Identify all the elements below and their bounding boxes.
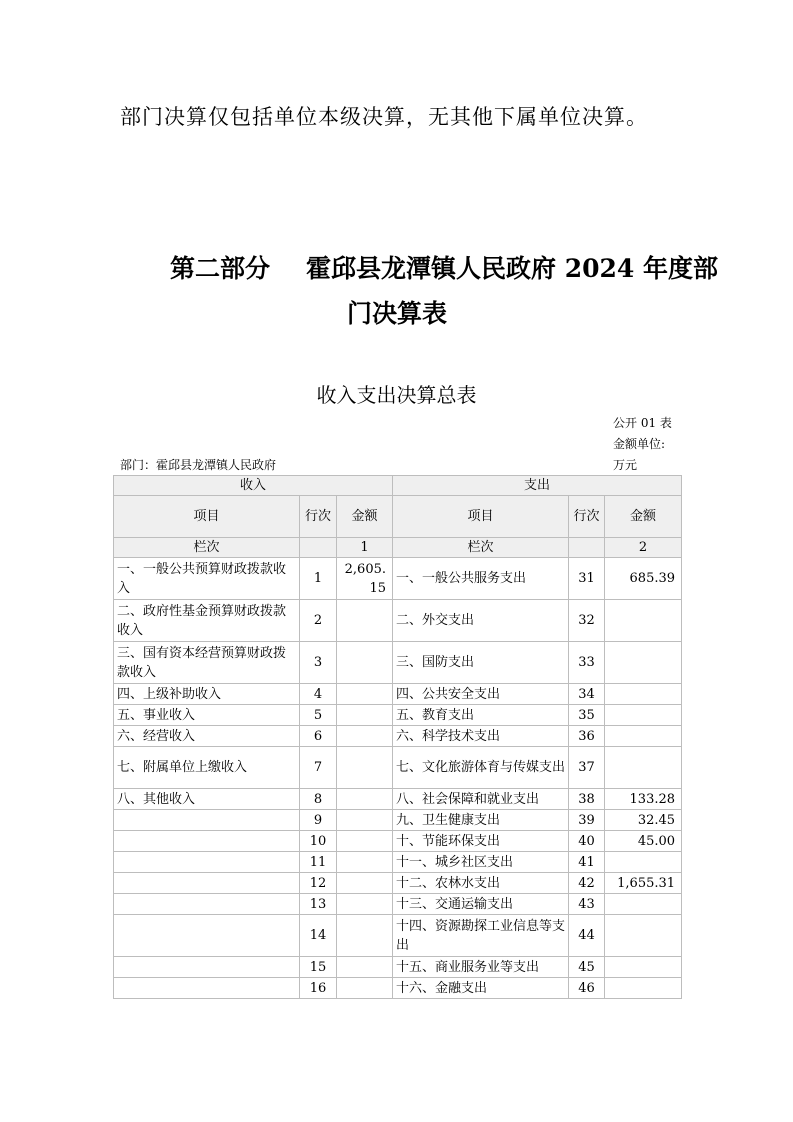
form-number: 公开 01 表 — [613, 416, 672, 430]
expense-rowno-cell: 35 — [569, 705, 605, 726]
income-amount-cell — [337, 726, 393, 747]
income-rowno-cell: 13 — [300, 894, 337, 915]
income-item-cell — [114, 978, 300, 999]
expense-rowno-cell: 41 — [569, 852, 605, 873]
part-label: 第二部分 — [170, 254, 271, 283]
income-rowno-cell: 1 — [300, 558, 337, 600]
intro-paragraph: 部门决算仅包括单位本级决算，无其他下属单位决算。 — [120, 105, 648, 129]
income-item-cell — [114, 915, 300, 957]
expense-amount-cell — [605, 978, 682, 999]
expense-item-cell: 十六、金融支出 — [393, 978, 569, 999]
department-label: 部门：霍邱县龙潭镇人民政府 — [120, 458, 277, 472]
expense-amount-cell — [605, 600, 682, 642]
table-row — [114, 894, 682, 915]
table-row — [114, 684, 682, 705]
income-item-cell — [114, 873, 300, 894]
expense-item-cell: 十三、交通运输支出 — [393, 894, 569, 915]
expense-amount-cell — [605, 684, 682, 705]
expense-rowno-cell: 44 — [569, 915, 605, 957]
income-rowno-cell: 7 — [300, 747, 337, 789]
expense-rowno-cell: 32 — [569, 600, 605, 642]
income-item-cell: 三、国有资本经营预算财政拨款收入 — [114, 642, 300, 684]
expense-rowno-cell: 42 — [569, 873, 605, 894]
income-amount-cell — [337, 831, 393, 852]
table-title: 收入支出决算总表 — [316, 383, 477, 407]
unit-value: 万元 — [613, 458, 638, 472]
income-amount-cell — [337, 642, 393, 684]
expense-item-cell: 四、公共安全支出 — [393, 684, 569, 705]
expense-amount-cell: 45.00 — [605, 831, 682, 852]
income-amount-cell — [337, 747, 393, 789]
expense-header: 支出 — [393, 476, 682, 496]
expense-item-cell: 十二、农林水支出 — [393, 873, 569, 894]
income-lanci-blank — [300, 538, 337, 558]
income-rowno-cell: 6 — [300, 726, 337, 747]
income-amount-cell — [337, 684, 393, 705]
expense-amount-cell — [605, 852, 682, 873]
table-row — [114, 957, 682, 978]
expense-item-cell: 三、国防支出 — [393, 642, 569, 684]
income-col-number: 1 — [337, 538, 393, 558]
expense-rowno-cell: 40 — [569, 831, 605, 852]
income-amount-cell — [337, 600, 393, 642]
table-row — [114, 558, 682, 600]
header-row-columns — [114, 496, 682, 538]
expense-rowno-cell: 34 — [569, 684, 605, 705]
expense-rowno-cell: 43 — [569, 894, 605, 915]
expense-amount-header: 金额 — [605, 496, 682, 538]
income-item-cell: 二、政府性基金预算财政拨款收入 — [114, 600, 300, 642]
header-row-sections — [114, 476, 682, 496]
expense-lanci-blank — [569, 538, 605, 558]
income-amount-cell — [337, 852, 393, 873]
income-amount-header: 金额 — [337, 496, 393, 538]
income-rowno-cell: 5 — [300, 705, 337, 726]
income-item-cell: 四、上级补助收入 — [114, 684, 300, 705]
expense-lanci: 栏次 — [393, 538, 569, 558]
expense-amount-cell: 1,655.31 — [605, 873, 682, 894]
table-row — [114, 726, 682, 747]
expense-item-cell: 十四、资源勘探工业信息等支出 — [393, 915, 569, 957]
income-rowno-cell: 9 — [300, 810, 337, 831]
income-rowno-cell: 15 — [300, 957, 337, 978]
expense-rowno-cell: 37 — [569, 747, 605, 789]
expense-rowno-cell: 38 — [569, 789, 605, 810]
expense-amount-cell — [605, 747, 682, 789]
income-item-cell — [114, 831, 300, 852]
table-row — [114, 600, 682, 642]
income-lanci: 栏次 — [114, 538, 300, 558]
expense-col-number: 2 — [605, 538, 682, 558]
income-amount-cell — [337, 873, 393, 894]
table-row — [114, 789, 682, 810]
income-amount-cell — [337, 810, 393, 831]
income-item-cell: 六、经营收入 — [114, 726, 300, 747]
expense-item-header: 项目 — [393, 496, 569, 538]
table-row — [114, 705, 682, 726]
expense-item-cell: 十一、城乡社区支出 — [393, 852, 569, 873]
income-expense-table — [113, 475, 682, 999]
income-rowno-cell: 12 — [300, 873, 337, 894]
income-amount-cell: 2,605.15 — [337, 558, 393, 600]
expense-rowno-cell: 31 — [569, 558, 605, 600]
expense-item-cell: 一、一般公共服务支出 — [393, 558, 569, 600]
expense-rowno-cell: 33 — [569, 642, 605, 684]
part-title-line1: 霍邱县龙潭镇人民政府 2024 年度部 — [306, 254, 719, 283]
income-item-cell: 五、事业收入 — [114, 705, 300, 726]
income-item-cell — [114, 810, 300, 831]
income-rowno-cell: 14 — [300, 915, 337, 957]
income-amount-cell — [337, 957, 393, 978]
table-row — [114, 810, 682, 831]
income-item-header: 项目 — [114, 496, 300, 538]
income-amount-cell — [337, 915, 393, 957]
income-rowno-cell: 16 — [300, 978, 337, 999]
expense-amount-cell: 685.39 — [605, 558, 682, 600]
income-item-cell — [114, 852, 300, 873]
part-title-line2: 门决算表 — [347, 299, 448, 328]
income-item-cell: 一、一般公共预算财政拨款收入 — [114, 558, 300, 600]
expense-item-cell: 十五、商业服务业等支出 — [393, 957, 569, 978]
expense-rowno-cell: 46 — [569, 978, 605, 999]
expense-amount-cell: 32.45 — [605, 810, 682, 831]
expense-rowno-cell: 39 — [569, 810, 605, 831]
income-amount-cell — [337, 705, 393, 726]
table-row — [114, 642, 682, 684]
income-amount-cell — [337, 894, 393, 915]
unit-label: 金额单位: — [613, 437, 666, 451]
header-row-lanci — [114, 538, 682, 558]
income-rowno-header: 行次 — [300, 496, 337, 538]
table-row — [114, 915, 682, 957]
income-rowno-cell: 8 — [300, 789, 337, 810]
income-item-cell — [114, 957, 300, 978]
expense-amount-cell: 133.28 — [605, 789, 682, 810]
income-header: 收入 — [114, 476, 393, 496]
expense-item-cell: 六、科学技术支出 — [393, 726, 569, 747]
expense-amount-cell — [605, 957, 682, 978]
expense-amount-cell — [605, 915, 682, 957]
income-rowno-cell: 4 — [300, 684, 337, 705]
expense-item-cell: 二、外交支出 — [393, 600, 569, 642]
expense-item-cell: 七、文化旅游体育与传媒支出 — [393, 747, 569, 789]
expense-rowno-header: 行次 — [569, 496, 605, 538]
expense-item-cell: 五、教育支出 — [393, 705, 569, 726]
table-row — [114, 831, 682, 852]
expense-rowno-cell: 45 — [569, 957, 605, 978]
income-rowno-cell: 3 — [300, 642, 337, 684]
expense-amount-cell — [605, 894, 682, 915]
expense-item-cell: 十、节能环保支出 — [393, 831, 569, 852]
income-rowno-cell: 10 — [300, 831, 337, 852]
table-row — [114, 978, 682, 999]
income-rowno-cell: 2 — [300, 600, 337, 642]
table-row — [114, 873, 682, 894]
expense-rowno-cell: 36 — [569, 726, 605, 747]
expense-amount-cell — [605, 642, 682, 684]
expense-item-cell: 八、社会保障和就业支出 — [393, 789, 569, 810]
table-row — [114, 747, 682, 789]
income-rowno-cell: 11 — [300, 852, 337, 873]
income-amount-cell — [337, 978, 393, 999]
income-item-cell: 八、其他收入 — [114, 789, 300, 810]
expense-amount-cell — [605, 705, 682, 726]
income-amount-cell — [337, 789, 393, 810]
table-row — [114, 852, 682, 873]
expense-item-cell: 九、卫生健康支出 — [393, 810, 569, 831]
income-item-cell: 七、附属单位上缴收入 — [114, 747, 300, 789]
income-item-cell — [114, 894, 300, 915]
expense-amount-cell — [605, 726, 682, 747]
